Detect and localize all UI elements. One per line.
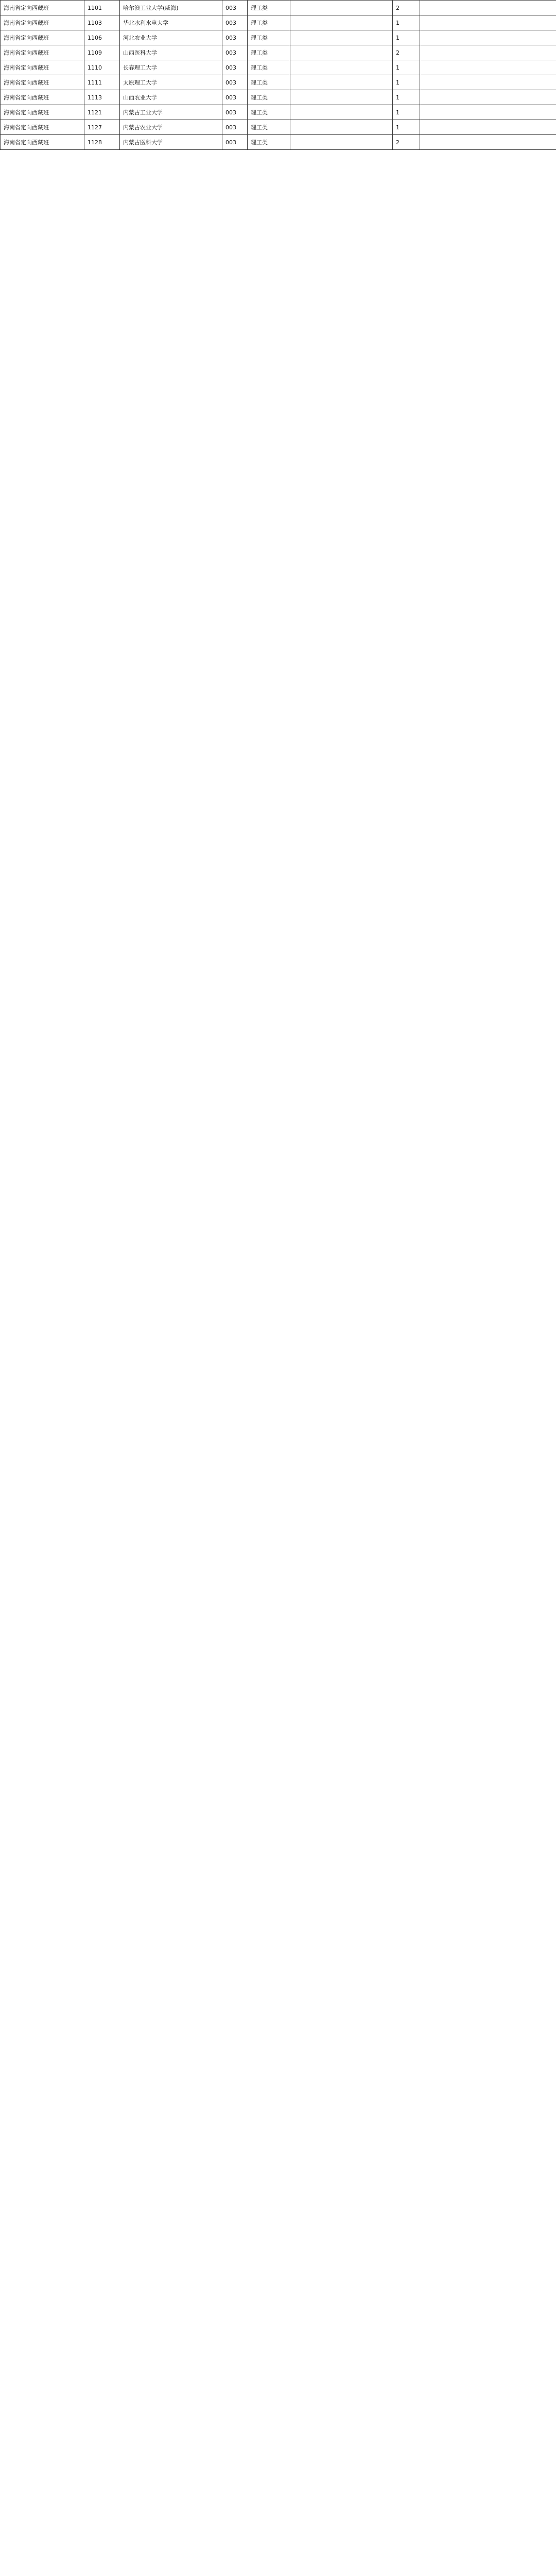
- school-name-cell: 内蒙古工业大学: [120, 105, 222, 120]
- program-code-cell: 003: [222, 60, 248, 75]
- category-cell: 理工类: [248, 1, 290, 15]
- school-name-cell: 内蒙古医科大学: [120, 135, 222, 150]
- region-cell: 海南省定向西藏班: [1, 90, 84, 105]
- program-code-cell: 003: [222, 15, 248, 30]
- school-code-cell: 1113: [84, 90, 120, 105]
- school-name-cell: 华北水利水电大学: [120, 15, 222, 30]
- region-cell: 海南省定向西藏班: [1, 120, 84, 135]
- plan-count-cell: 1: [393, 75, 420, 90]
- category-cell: 理工类: [248, 90, 290, 105]
- plan-count-cell: 1: [393, 105, 420, 120]
- category-cell: 理工类: [248, 120, 290, 135]
- note-cell: [420, 1, 556, 15]
- major-group-cell: [290, 75, 393, 90]
- category-cell: 理工类: [248, 105, 290, 120]
- region-cell: 海南省定向西藏班: [1, 75, 84, 90]
- category-cell: 理工类: [248, 60, 290, 75]
- school-code-cell: 1101: [84, 1, 120, 15]
- note-cell: [420, 60, 556, 75]
- note-cell: [420, 90, 556, 105]
- table-row: [1, 1, 556, 15]
- plan-count-cell: 2: [393, 1, 420, 15]
- major-group-cell: [290, 30, 393, 45]
- table-row: [1, 105, 556, 120]
- plan-count-cell: 1: [393, 60, 420, 75]
- admission-plan-table: [0, 0, 556, 150]
- region-cell: 海南省定向西藏班: [1, 30, 84, 45]
- major-group-cell: [290, 1, 393, 15]
- program-code-cell: 003: [222, 90, 248, 105]
- school-code-cell: 1121: [84, 105, 120, 120]
- school-code-cell: 1109: [84, 45, 120, 60]
- table-row: [1, 60, 556, 75]
- note-cell: [420, 120, 556, 135]
- school-code-cell: 1110: [84, 60, 120, 75]
- school-name-cell: 内蒙古农业大学: [120, 120, 222, 135]
- category-cell: 理工类: [248, 30, 290, 45]
- major-group-cell: [290, 45, 393, 60]
- major-group-cell: [290, 15, 393, 30]
- region-cell: 海南省定向西藏班: [1, 1, 84, 15]
- school-code-cell: 1128: [84, 135, 120, 150]
- region-cell: 海南省定向西藏班: [1, 135, 84, 150]
- plan-count-cell: 1: [393, 30, 420, 45]
- table-row: [1, 45, 556, 60]
- table-row: [1, 135, 556, 150]
- program-code-cell: 003: [222, 105, 248, 120]
- plan-count-cell: 1: [393, 90, 420, 105]
- program-code-cell: 003: [222, 45, 248, 60]
- major-group-cell: [290, 105, 393, 120]
- program-code-cell: 003: [222, 135, 248, 150]
- program-code-cell: 003: [222, 1, 248, 15]
- major-group-cell: [290, 135, 393, 150]
- major-group-cell: [290, 90, 393, 105]
- table-body: [1, 1, 556, 150]
- note-cell: [420, 135, 556, 150]
- school-code-cell: 1127: [84, 120, 120, 135]
- region-cell: 海南省定向西藏班: [1, 45, 84, 60]
- category-cell: 理工类: [248, 45, 290, 60]
- program-code-cell: 003: [222, 75, 248, 90]
- school-name-cell: 山西农业大学: [120, 90, 222, 105]
- table-row: [1, 75, 556, 90]
- region-cell: 海南省定向西藏班: [1, 105, 84, 120]
- school-name-cell: 山西医科大学: [120, 45, 222, 60]
- category-cell: 理工类: [248, 135, 290, 150]
- program-code-cell: 003: [222, 30, 248, 45]
- major-group-cell: [290, 120, 393, 135]
- category-cell: 理工类: [248, 75, 290, 90]
- major-group-cell: [290, 60, 393, 75]
- school-name-cell: 哈尔滨工业大学(威海): [120, 1, 222, 15]
- school-code-cell: 1111: [84, 75, 120, 90]
- note-cell: [420, 30, 556, 45]
- table-row: [1, 15, 556, 30]
- note-cell: [420, 75, 556, 90]
- category-cell: 理工类: [248, 15, 290, 30]
- region-cell: 海南省定向西藏班: [1, 60, 84, 75]
- table-row: [1, 120, 556, 135]
- school-code-cell: 1106: [84, 30, 120, 45]
- table-row: [1, 90, 556, 105]
- region-cell: 海南省定向西藏班: [1, 15, 84, 30]
- plan-count-cell: 2: [393, 135, 420, 150]
- school-code-cell: 1103: [84, 15, 120, 30]
- note-cell: [420, 15, 556, 30]
- note-cell: [420, 45, 556, 60]
- school-name-cell: 河北农业大学: [120, 30, 222, 45]
- note-cell: [420, 105, 556, 120]
- school-name-cell: 太原理工大学: [120, 75, 222, 90]
- table-row: [1, 30, 556, 45]
- program-code-cell: 003: [222, 120, 248, 135]
- plan-count-cell: 1: [393, 120, 420, 135]
- school-name-cell: 长春理工大学: [120, 60, 222, 75]
- plan-count-cell: 2: [393, 45, 420, 60]
- plan-count-cell: 1: [393, 15, 420, 30]
